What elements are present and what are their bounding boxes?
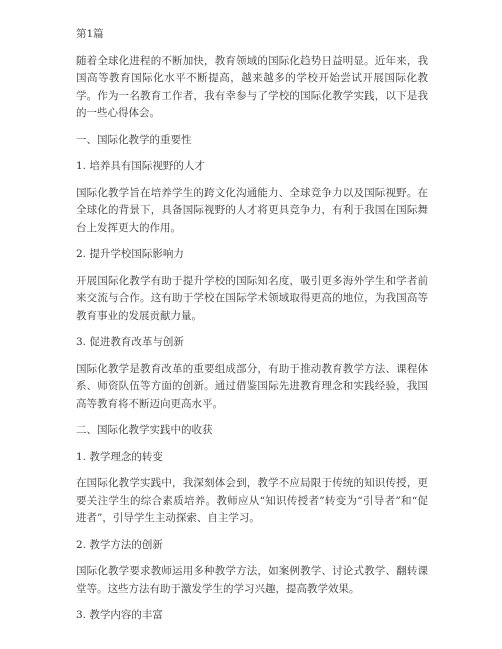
intro-paragraph: 随着全球化进程的不断加快，教育领域的国际化趋势日益明显。近年来，我国高等教育国际化水平不断提高，越来越多的学校开始尝试开展国际化教学。作为一名教育工作者，我有幸参与了学校的国际化教学实践，以下是我的一些心得体会。 <box>76 54 428 119</box>
subheading-2-2: 2. 教学方法的创新 <box>76 538 163 551</box>
paragraph-1-1: 国际化教学旨在培养学生的跨文化沟通能力、全球竞争力以及国际视野。在全球化的背景下，具备国际视野的人才将更具竞争力，有利于我国在国际舞台上发挥更大的作用。 <box>76 186 428 234</box>
part-title: 第1篇 <box>76 28 104 40</box>
section-heading-2: 二、国际化教学实践中的收获 <box>76 424 213 436</box>
paragraph-1-2: 开展国际化教学有助于提升学校的国际知名度，吸引更多海外学生和学者前来交流与合作。这有助于学校在国际学术领域取得更高的地位，为我国高等教育事业的发展贡献力量。 <box>76 274 428 322</box>
paragraph-1-3: 国际化教学是教育改革的重要组成部分，有助于推动教育教学方法、课程体系、师资队伍等方面的创新。通过借鉴国际先进教育理念和实践经验，我国高等教育将不断迈向更高水平。 <box>76 362 428 410</box>
subheading-1-3: 3. 促进教育改革与创新 <box>76 336 184 348</box>
paragraph-2-1: 在国际化教学实践中，我深刻体会到，教学不应局限于传统的知识传授，更要关注学生的综合素质培养。教师应从“知识传授者”转变为“引导者”和“促进者”，引导学生主动探索、自主学习。 <box>76 477 428 524</box>
paragraph-2-2: 国际化教学要求教师运用多种教学方法，如案例教学、讨论式教学、翻转课堂等。这些方法有助于激发学生的学习兴趣，提高教学效果。 <box>76 565 428 595</box>
section-heading-1: 一、国际化教学的重要性 <box>76 133 192 146</box>
subheading-1-1: 1. 培养具有国际视野的人才 <box>76 160 205 172</box>
subheading-2-1: 1. 教学理念的转变 <box>76 450 163 463</box>
document-page <box>76 26 428 625</box>
subheading-1-2: 2. 提升学校国际影响力 <box>76 248 184 260</box>
subheading-2-3: 3. 教学内容的丰富 <box>76 609 163 621</box>
